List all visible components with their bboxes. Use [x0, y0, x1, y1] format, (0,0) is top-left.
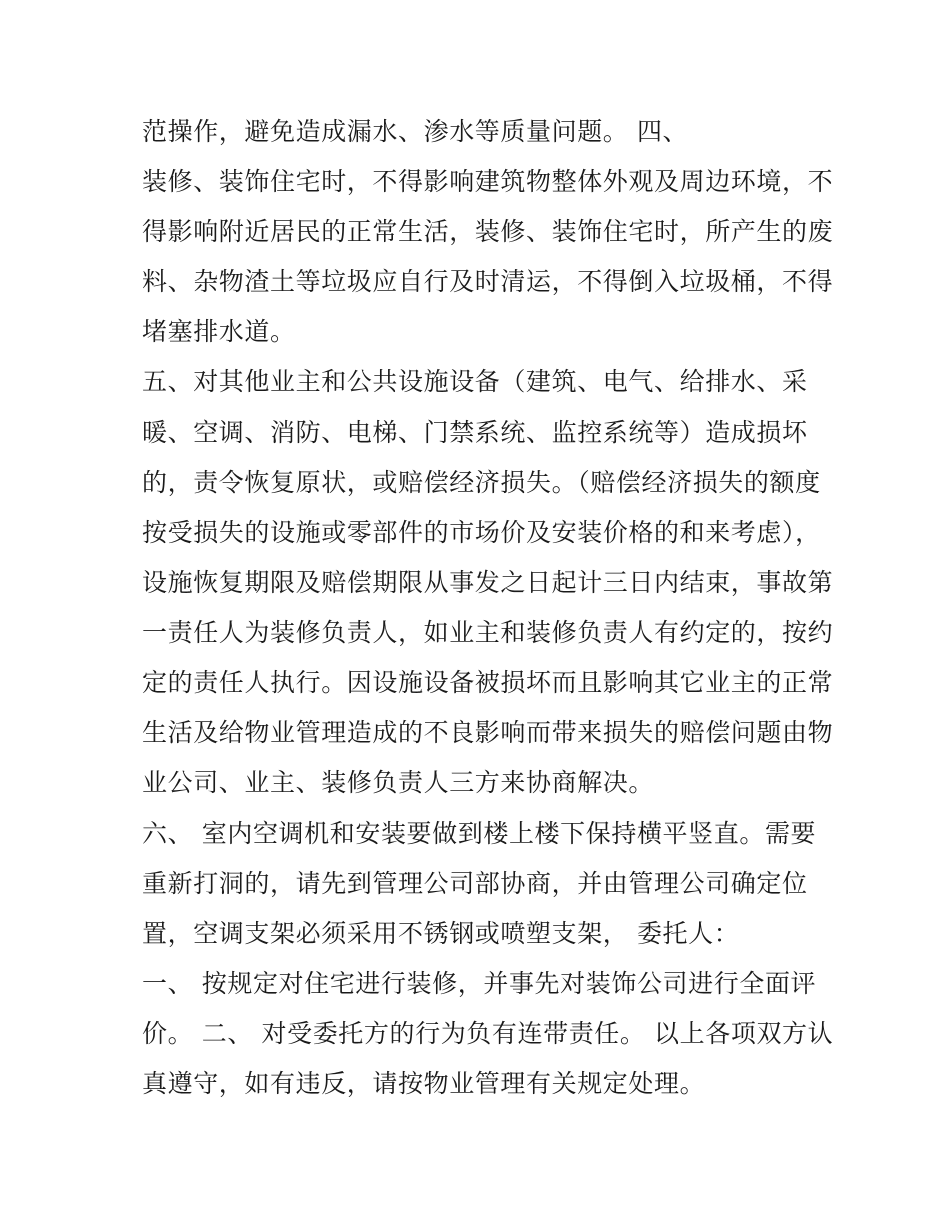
text-line: 生活及给物业管理造成的不良影响而带来损失的赔偿问题由物	[142, 718, 834, 747]
text-line: 定的责任人执行。因设施设备被损坏而且影响其它业主的正常	[142, 668, 834, 697]
text-line: 一责任人为装修负责人，如业主和装修负责人有约定的，按约	[142, 618, 834, 647]
text-line: 业公司、业主、装修负责人三方来协商解决。	[142, 768, 655, 797]
text-line: 重新打洞的，请先到管理公司部协商，并由管理公司确定位	[142, 869, 808, 898]
text-line: 真遵守，如有违反，请按物业管理有关规定处理。	[142, 1069, 706, 1098]
text-line: 的，责令恢复原状，或赔偿经济损失。（赔偿经济损失的额度	[142, 468, 821, 497]
text-line: 六、 室内空调机和安装要做到楼上楼下保持横平竖直。需要	[142, 819, 817, 848]
text-line: 装修、装饰住宅时，不得影响建筑物整体外观及周边环境，不	[142, 167, 834, 196]
text-line: 暖、空调、消防、电梯、门禁系统、监控系统等）造成损坏	[142, 418, 808, 447]
text-line: 范操作，避免造成漏水、渗水等质量问题。 四、	[142, 117, 689, 146]
text-line: 五、对其他业主和公共设施设备（建筑、电气、给排水、采	[142, 367, 808, 396]
text-line: 得影响附近居民的正常生活，装修、装饰住宅时，所产生的废	[142, 217, 834, 246]
text-line: 价。 二、 对受委托方的行为负有连带责任。 以上各项双方认	[142, 1019, 834, 1048]
text-line: 设施恢复期限及赔偿期限从事发之日起计三日内结束，事故第	[142, 568, 834, 597]
text-line: 堵塞排水道。	[142, 317, 296, 346]
text-line: 料、杂物渣土等垃圾应自行及时清运，不得倒入垃圾桶，不得	[142, 267, 834, 296]
text-line: 按受损失的设施或零部件的市场价及安装价格的和来考虑），	[142, 518, 821, 547]
text-line: 置，空调支架必须采用不锈钢或喷塑支架， 委托人：	[142, 919, 740, 948]
text-line: 一、 按规定对住宅进行装修，并事先对装饰公司进行全面评	[142, 969, 817, 998]
